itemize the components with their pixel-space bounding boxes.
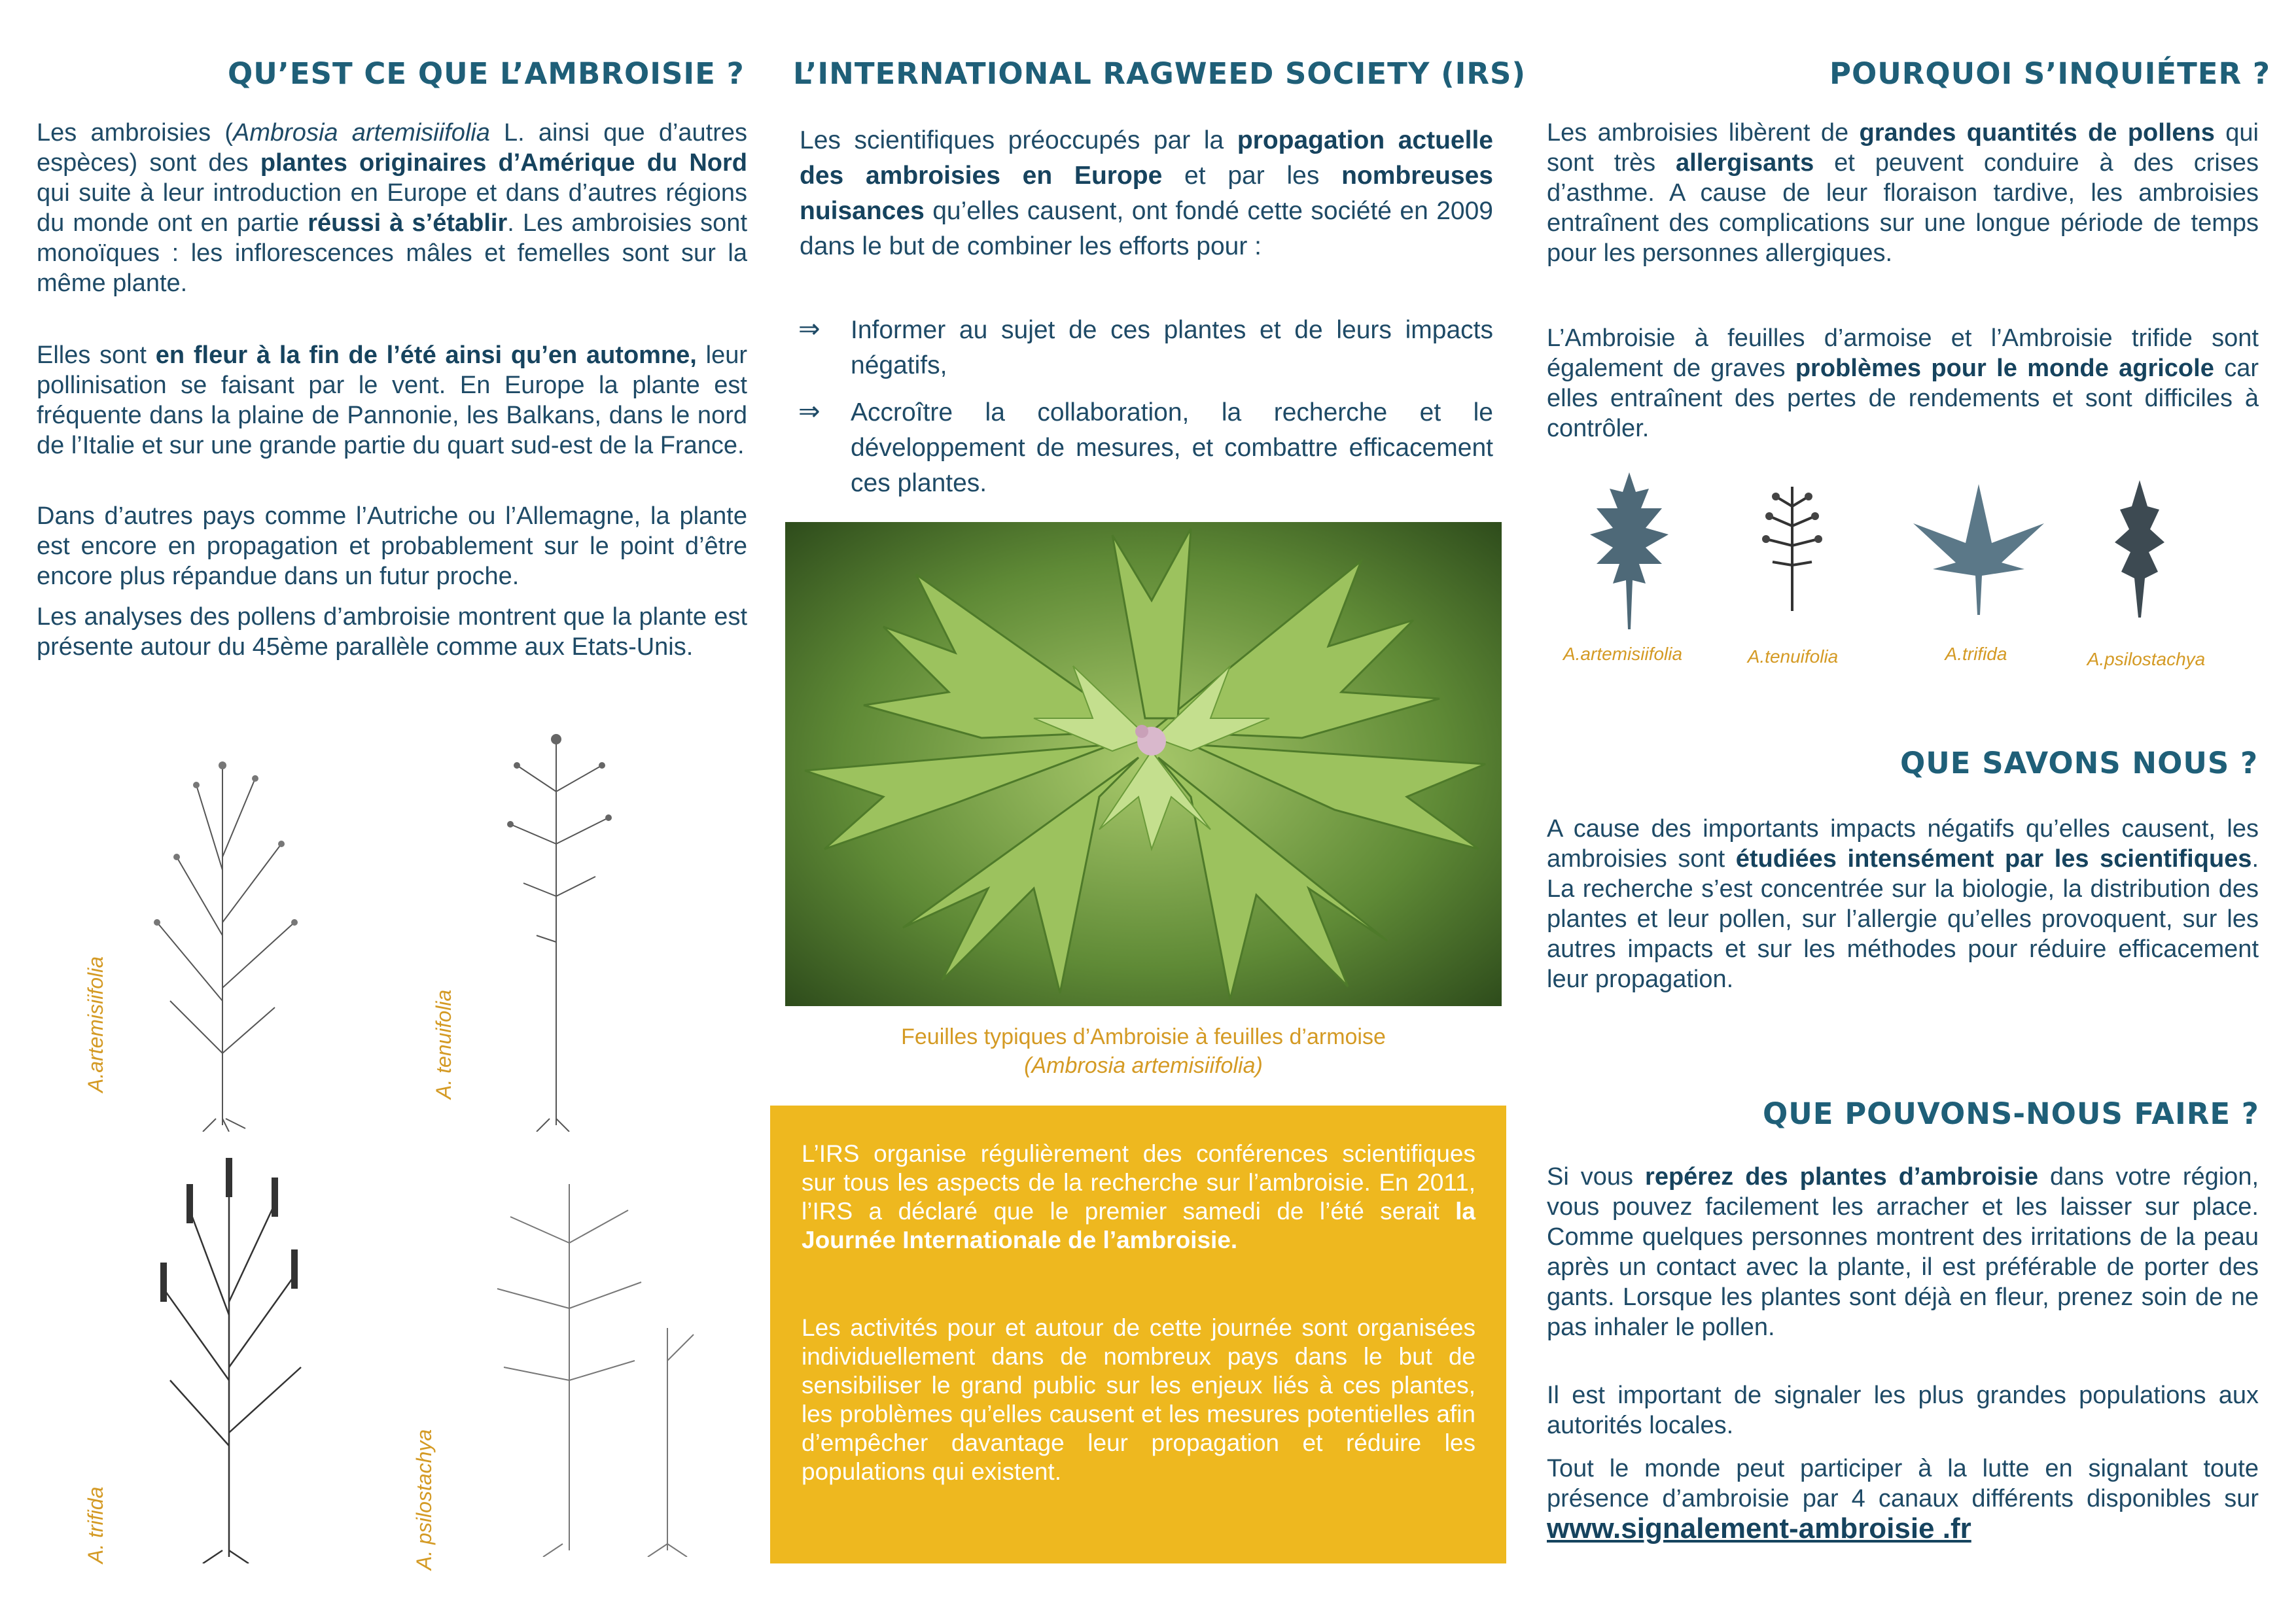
col3-paragraph-6: Tout le monde peut participer à la lutte en signalant toute présence d’ambroisie par 4 canaux différents disponibles sur www.signalement-ambroisie .fr [1547,1455,2259,1544]
drawing-tenuifolia [484,726,641,1132]
heading-que-savons-nous: QUE SAVONS NOUS ? [1900,746,2259,780]
caption-drawing-tenuifolia: A. tenuifolia [432,989,455,1099]
caption-drawing-artemisiifolia: A.artemisiifolia [84,956,107,1092]
ragweed-leaves-photo [785,522,1502,1006]
col3-paragraph-4: Si vous repérez des plantes d’ambroisie dans votre région, vous pouvez facilement les arracher et les laisser sur place. Comme quelques personnes montrent des irritations de la peau après un contact avec la plante, il est préférable de porter des gants. Lorsque les plantes sont déjà en fleur, prenez soin de ne pas inhaler le pollen. [1547,1163,2259,1341]
photo-caption-line-2: (Ambrosia artemisiifolia) [1024,1053,1263,1078]
caption-drawing-psilostachya: A. psilostachya [412,1429,436,1570]
photo-caption-line-1: Feuilles typiques d’Ambroisie à feuilles d’armoise [901,1024,1386,1049]
col1-paragraph-4: Les analyses des pollens d’ambroisie montrent que la plante est présente autour du 45ème parallèle comme aux Etats-Unis. [37,603,747,661]
leaf-caption-tenuifolia: A.tenuifolia [1747,646,1839,667]
signalement-link[interactable]: www.signalement-ambroisie .fr [1547,1512,1971,1544]
col3-paragraph-1: Les ambroisies libèrent de grandes quantités de pollens qui sont très allergisants et peuvent conduire à des crises d’asthme. A cause de leur floraison tardive, les ambroisies entraînent des complications sur une longue période de temps pour les personnes allergiques. [1547,119,2259,267]
col1-paragraph-3: Dans d’autres pays comme l’Autriche ou l’Allemagne, la plante est encore en propagation et probablement sur le point d’être encore plus répandue dans un futur proche. [37,502,747,590]
heading-que-pouvons-nous: QUE POUVONS-NOUS FAIRE ? [1763,1096,2259,1131]
col3-paragraph-3: A cause des importants impacts négatifs qu’elles causent, les ambroisies sont étudiées intensément par les scientifiques. La recherche s’est concentrée sur la biologie, la distribution des plantes et leur pollen, sur l’allergie qu’elles provoquent, sur les autres impacts et sur les méthodes pour réduire efficacement leur propagation. [1547,815,2259,993]
box-paragraph-1: L’IRS organise régulièrement des conférences scientifiques sur tous les aspects de la recherche sur l’ambroisie. En 2011, l’IRS a déclaré que le premier samedi de l’été serait la Journée Internationale de l’ambroisie. [802,1140,1475,1253]
leaf-caption-artemisiifolia: A.artemisiifolia [1563,644,1683,664]
col2-bullet-1: Informer au sujet de ces plantes et de leurs impacts négatifs, [851,316,1493,379]
leaf-caption-trifida: A.trifida [1945,644,2007,664]
irs-conference-box [770,1106,1506,1563]
col3-paragraph-2: L’Ambroisie à feuilles d’armoise et l’Ambroisie trifide sont également de graves problèmes pour le monde agricole car elles entraînent des pertes de rendements et sont difficiles à contrôler. [1547,324,2259,442]
drawing-artemisiifolia [131,726,321,1132]
heading-quest-ce-que: QU’EST CE QUE L’AMBROISIE ? [228,56,745,91]
col1-paragraph-2: Elles sont en fleur à la fin de l’été ainsi qu’en automne, leur pollinisation se faisant par le vent. En Europe la plante est fréquente dans la plaine de Pannonie, les Balkans, dans le nord de l’Italie et sur une grande partie du quart sud-est de la France. [37,341,748,459]
leaf-psilostachya-icon [2107,480,2172,618]
drawing-trifida [131,1132,327,1563]
col1-paragraph-1: Les ambroisies (Ambrosia artemisiifolia L. ainsi que d’autres espèces) sont des plantes originaires d’Amérique du Nord qui suite à leur introduction en Europe et dans d’autres régions du monde ont en partie réussi à s’établir. Les ambroisies sont monoïques : les inflorescences mâles et femelles sont sur la même plante. [37,119,748,297]
heading-irs: L’INTERNATIONAL RAGWEED SOCIETY (IRS) [793,56,1527,91]
col3-paragraph-5: Il est important de signaler les plus grandes populations aux autorités locales. [1547,1382,2259,1439]
leaf-artemisiifolia-icon [1583,472,1675,629]
col2-bullet-2: Accroître la collaboration, la recherche et le développement de mesures, et combattre efficacement ces plantes. [851,398,1493,497]
col2-paragraph-1: Les scientifiques préoccupés par la propagation actuelle des ambroisies en Europe et par les nombreuses nuisances qu’elles causent, ont fondé cette société en 2009 dans le but de combiner les efforts pour : [800,126,1493,260]
box-paragraph-2: Les activités pour et autour de cette journée sont organisées individuellement dans de nombreux pays dans le but de sensibiliser le grand public sur les enjeux liés à ces plantes, les problèmes qu’elles causent et les mesures potentielles afin d’empêcher davantage leur propagation et réduire les populations qui existent. [802,1314,1475,1485]
bullet-arrow-icon: ⇒ [798,315,821,343]
caption-drawing-trifida: A. trifida [84,1486,107,1563]
leaf-tenuifolia-icon [1756,480,1828,611]
leaf-caption-psilostachya: A.psilostachya [2087,649,2206,669]
heading-pourquoi: POURQUOI S’INQUIÉTER ? [1829,56,2270,91]
bullet-arrow-icon: ⇒ [798,397,821,426]
drawing-psilostachya [458,1164,707,1557]
leaf-trifida-icon [1913,484,2044,615]
